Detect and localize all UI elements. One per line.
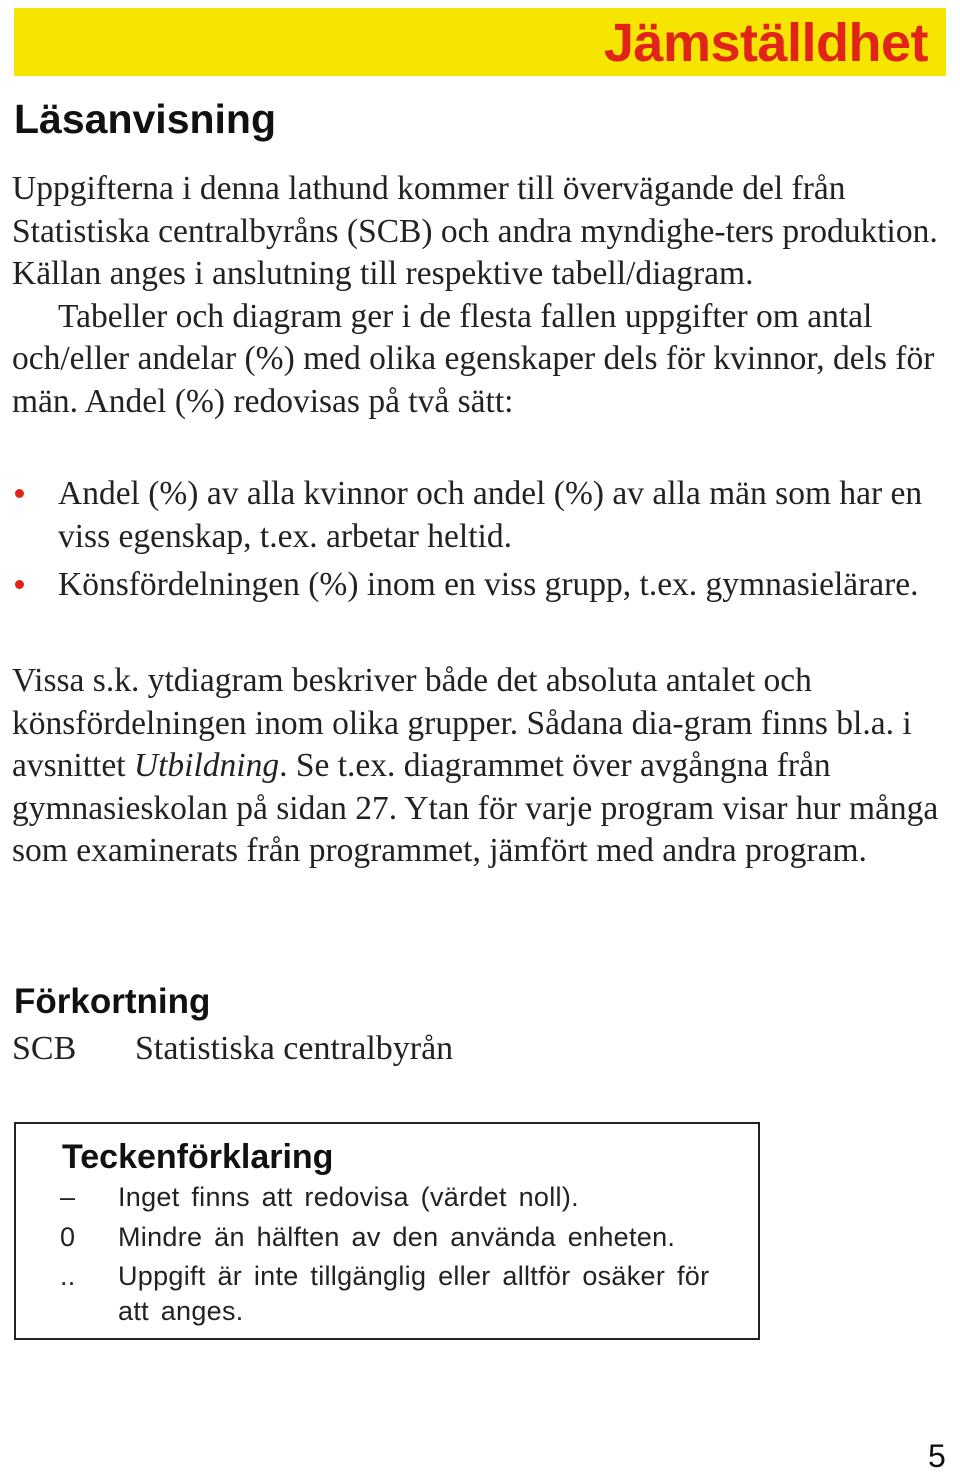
legend-text: Uppgift är inte tillgänglig eller alltför osäker för att anges. — [118, 1261, 710, 1326]
legend-title: Teckenförklaring — [62, 1138, 334, 1176]
paragraph-area-charts-part2: . Se t.ex. diagrammet över avgångna från gymnasieskolan på sidan 27. Ytan för varje program visar hur många som examinerats från programmet, jämfört med andra program. — [12, 747, 939, 869]
legend-text: Mindre än hälften av den använda enheten. — [118, 1222, 676, 1252]
paragraph-area-charts-text — [12, 660, 942, 873]
reading-guide-heading: Läsanvisning — [14, 96, 277, 142]
section-title: Jämställdhet — [603, 13, 928, 73]
bullet-dot-icon — [15, 580, 24, 589]
list-item — [12, 564, 942, 607]
paragraph-area-charts-part1: Vissa s.k. ytdiagram beskriver både det absoluta antalet och könsfördelningen inom olika grupper. Sådana dia-gram finns bl.a. i avsnittet — [12, 662, 912, 784]
abbreviation-meaning: Statistiska centralbyrån — [135, 1030, 454, 1067]
legend-symbol: – — [60, 1182, 76, 1212]
page-number: 5 — [928, 1438, 946, 1474]
abbreviation-row — [12, 1027, 453, 1071]
section-banner — [14, 8, 946, 76]
legend-row — [60, 1220, 750, 1255]
share-types-list — [12, 473, 942, 613]
list-item-text: Andel (%) av alla kvinnor och andel (%) av alla män som har en viss egenskap, t.ex. arbetar heltid. — [58, 475, 923, 555]
legend-row — [60, 1259, 750, 1329]
reading-guide-intro — [12, 168, 942, 423]
symbol-legend-box — [14, 1122, 760, 1340]
legend-symbol: .. — [60, 1261, 76, 1291]
list-item-text: Könsfördelningen (%) inom en viss grupp, t.ex. gymnasielärare. — [58, 566, 919, 603]
paragraph-sources: Uppgifterna i denna lathund kommer till övervägande del från Statistiska centralbyråns (SCB) och andra myndighe-ters produktion. Källan anges i anslutning till respektive tabell/diagram. — [12, 170, 938, 292]
paragraph-area-charts — [12, 660, 942, 873]
abbreviations-heading: Förkortning — [14, 982, 211, 1021]
legend-symbol: 0 — [60, 1222, 76, 1252]
legend-row — [60, 1180, 750, 1215]
bullet-dot-icon — [15, 489, 24, 498]
abbreviation-code: SCB — [12, 1030, 77, 1067]
legend-text: Inget finns att redovisa (värdet noll). — [118, 1182, 579, 1212]
section-reference-link-text: Utbildning — [133, 747, 280, 784]
list-item — [12, 473, 942, 558]
paragraph-shares: Tabeller och diagram ger i de flesta fallen uppgifter om antal och/eller andelar (%) med olika egenskaper dels för kvinnor, dels för män. Andel (%) redovisas på två sätt: — [12, 297, 935, 420]
